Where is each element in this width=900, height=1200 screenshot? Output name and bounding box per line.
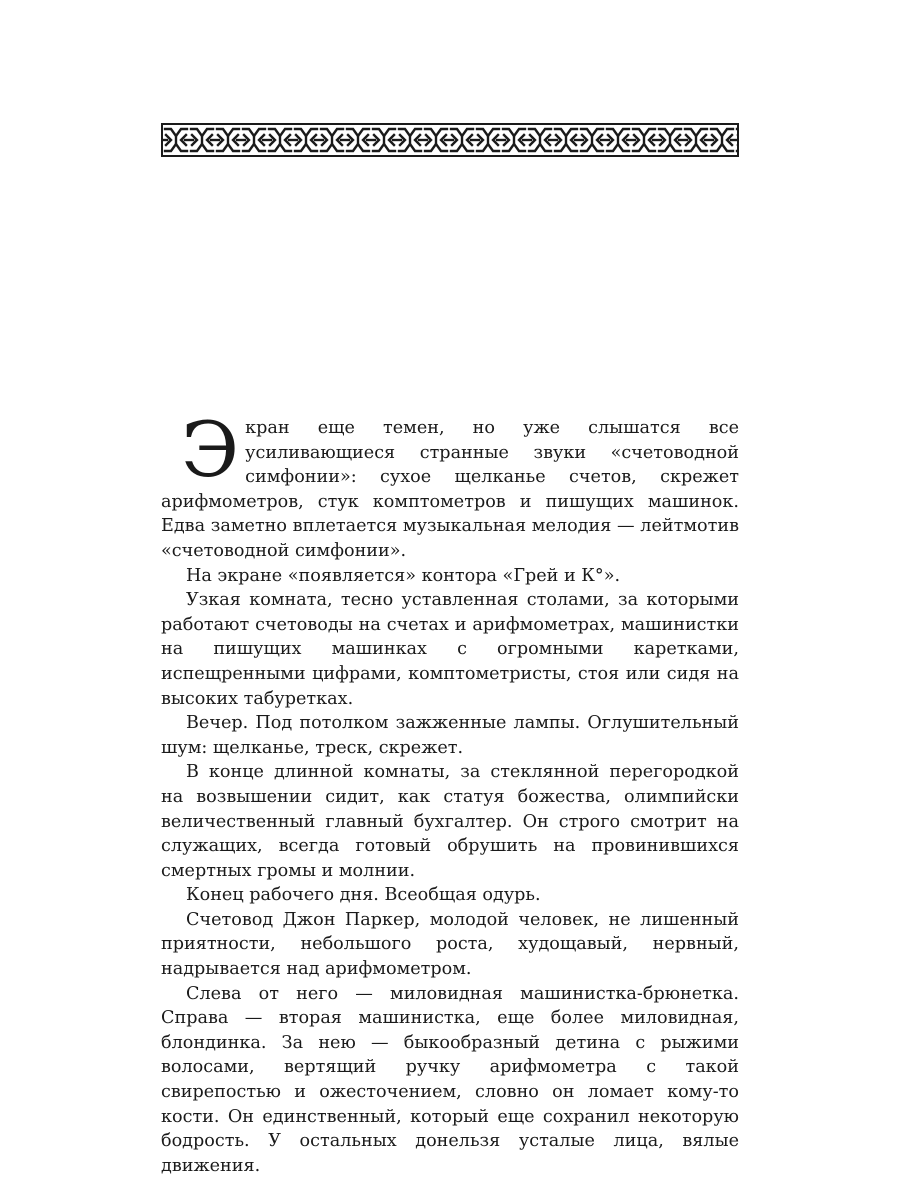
paragraph-first	[161, 405, 739, 564]
drop-cap: Э	[181, 405, 240, 494]
decorative-ornament-border	[161, 123, 739, 157]
paragraph: Узкая комната, тесно уставленная столами, за которыми работают счетоводы на счетах и арифмометрах, машинистки на пишущих машинках с огромными каретками, испещренными цифрами, комптометристы, стоя или сидя на высоких табуретках.	[161, 590, 739, 709]
article-body	[161, 405, 739, 1178]
paragraph: Конец рабочего дня. Всеобщая одурь.	[186, 885, 541, 906]
paragraph: Счетовод Джон Паркер, молодой человек, не лишенный приятности, небольшого роста, худощавый, нервный, надрывается над арифмометром.	[161, 909, 739, 980]
paragraph: В конце длинной комнаты, за стеклянной перегородкой на возвышении сидит, как статуя божества, олимпийски величественный главный бухгалтер. Он строго смотрит на служащих, всегда готовый обрушить на провинившихся смертных громы и молнии.	[161, 762, 739, 881]
paragraph: Вечер. Под потолком зажженные лампы. Оглушительный шум: щелканье, треск, скрежет.	[161, 713, 739, 758]
paragraph: Слева от него — миловидная машинистка-брюнетка. Справа — вторая машинистка, еще более миловидная, блондинка. За нею — быкообразный детина с рыжими волосами, вертящий ручку арифмометра с такой свирепостью и ожесточением, словно он ломает кому-то кости. Он единственный, который еще сохранил некоторую бодрость. У остальных донельзя усталые лица, вялые движения.	[161, 983, 739, 1176]
paragraph-first-text: кран еще темен, но уже слышатся все усиливающиеся странные звуки «счетоводной симфонии»: сухое щелканье счетов, скрежет арифмометров, стук комптометров и пишущих машинок. Едва заметно вплетается музыкальная мелодия — лейтмотив «счетоводной симфонии».	[161, 418, 739, 561]
paragraph: На экране «появляется» контора «Грей и К°».	[186, 565, 621, 586]
